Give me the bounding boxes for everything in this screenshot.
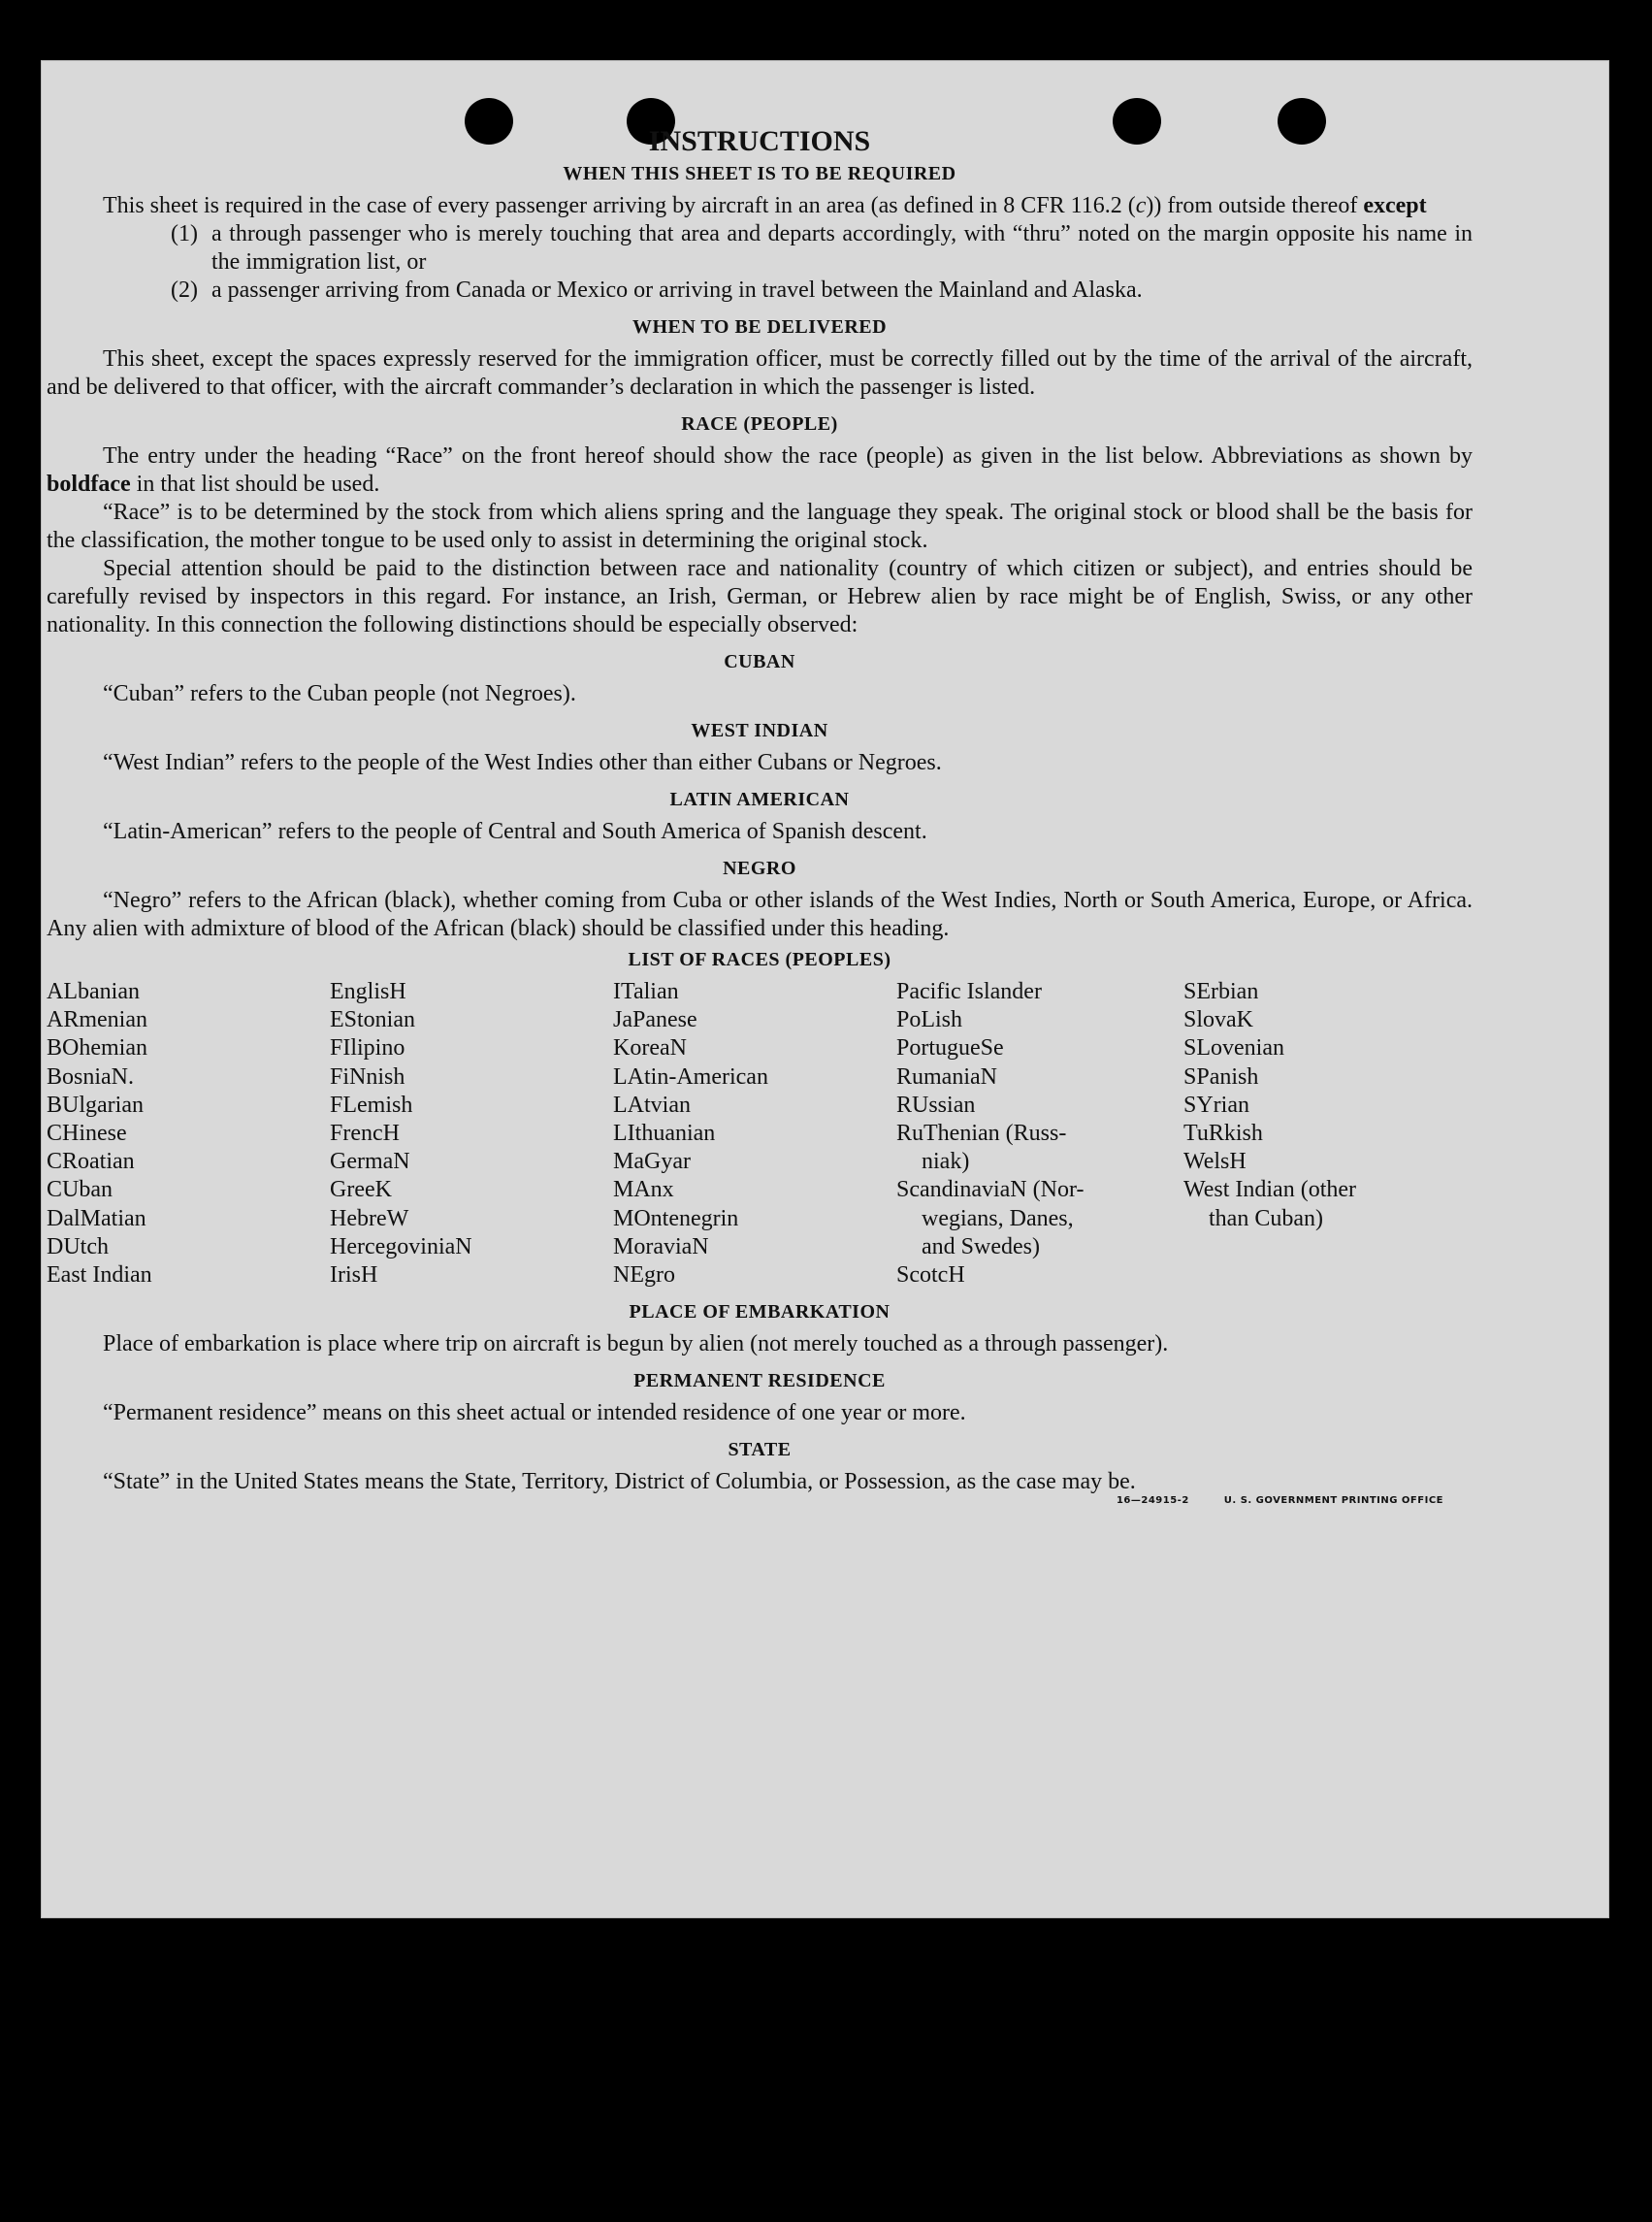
race-paragraph-1: The entry under the heading “Race” on the front hereof should show the race (people) as given in the list below. Abbreviations as shown by boldface in that list should be used. (47, 443, 1473, 497)
heading-west-indian: WEST INDIAN (691, 720, 828, 741)
delivered-text: This sheet, except the spaces expressly reserved for the immigration officer, must be correctly filled out by the time of the arrival of the aircraft, and be delivered to that officer, with the aircraft commander’s declaration in which the passenger is listed. (47, 346, 1473, 400)
race-entry: East Indian (47, 1262, 152, 1289)
race-entry: RUssian (896, 1092, 976, 1118)
heading-permanent-residence: PERMANENT RESIDENCE (633, 1370, 886, 1392)
race-entry: ALbanian (47, 979, 140, 1004)
race-entry: RumaniaN (896, 1063, 997, 1090)
race-entry: MOntenegrin (613, 1205, 739, 1231)
race-entry-continued: niak) (922, 1149, 970, 1175)
race-entry: BOhemian (47, 1035, 147, 1062)
page-title: INSTRUCTIONS (648, 125, 871, 157)
race-entry: MaGyar (613, 1149, 691, 1175)
heading-when-delivered: WHEN TO BE DELIVERED (632, 316, 888, 338)
race-entry: GreeK (330, 1177, 392, 1203)
race-entry: EStonian (330, 1007, 415, 1033)
race-entry: Pacific Islander (896, 979, 1042, 1004)
west-indian-text: “West Indian” refers to the people of the West Indies other than either Cubans or Negroes. (103, 750, 942, 775)
latin-american-text: “Latin-American” refers to the people of Central and South America of Spanish descent. (103, 819, 927, 844)
races-column-3 (613, 978, 896, 1290)
race-entry: HebreW (330, 1205, 409, 1231)
race-entry: FIlipino (330, 1035, 405, 1062)
race-entry: PoLish (896, 1007, 963, 1033)
heading-race: RACE (PEOPLE) (681, 413, 838, 435)
race-entry: CUban (47, 1177, 113, 1203)
race-entry: JaPanese (613, 1007, 697, 1033)
races-list (47, 978, 1473, 1290)
race-entry: PortugueSe (896, 1035, 1004, 1062)
race-entry: LIthuanian (613, 1121, 716, 1147)
form-code: 16—24915-2 (1116, 1495, 1189, 1507)
race-paragraph-2: “Race” is to be determined by the stock from which aliens spring and the language they speak. The original stock or blood shall be the basis for the classification, the mother tongue to be used only to assist in determining the original stock. (47, 500, 1473, 553)
race-entry: RuThenian (Russ- (896, 1121, 1067, 1147)
race-entry: BUlgarian (47, 1092, 144, 1118)
race-entry: NEgro (613, 1262, 675, 1289)
race-entry: ScotcH (896, 1262, 965, 1289)
residence-text: “Permanent residence” means on this sheet actual or intended residence of one year or more. (103, 1400, 966, 1426)
race-entry-continued: than Cuban) (1209, 1205, 1323, 1231)
race-entry: ITalian (613, 979, 679, 1004)
printer-name: U. S. GOVERNMENT PRINTING OFFICE (1223, 1495, 1443, 1507)
race-entry: MAnx (613, 1177, 674, 1203)
race-entry: CHinese (47, 1121, 127, 1147)
heading-state: STATE (728, 1439, 792, 1461)
heading-embarkation: PLACE OF EMBARKATION (629, 1301, 891, 1323)
race-entry: HercegoviniaN (330, 1233, 472, 1259)
races-column-4 (896, 978, 1183, 1290)
race-entry: LAtvian (613, 1092, 691, 1118)
cuban-text: “Cuban” refers to the Cuban people (not Negroes). (103, 681, 576, 706)
race-entry-continued: and Swedes) (922, 1233, 1040, 1259)
heading-negro: NEGRO (723, 858, 796, 879)
race-entry: TuRkish (1183, 1121, 1263, 1147)
races-column-1 (47, 978, 330, 1290)
heading-list-of-races: LIST OF RACES (PEOPLES) (628, 949, 891, 970)
race-entry: SYrian (1183, 1092, 1249, 1118)
races-column-5 (1183, 978, 1436, 1290)
race-entry: ScandinaviaN (Nor- (896, 1177, 1085, 1203)
race-entry: FrencH (330, 1121, 400, 1147)
race-entry: West Indian (other (1183, 1177, 1357, 1203)
heading-when-required: WHEN THIS SHEET IS TO BE REQUIRED (563, 163, 956, 184)
race-entry: FLemish (330, 1092, 413, 1118)
required-item-1: (1) a through passenger who is merely touching that area and departs accordingly, with “thru” noted on the margin opposite his name in the immigration list, or (171, 221, 1473, 275)
race-entry: FiNnish (330, 1063, 405, 1090)
race-entry: MoraviaN (613, 1233, 709, 1259)
race-entry: BosniaN. (47, 1063, 134, 1090)
race-entry: SlovaK (1183, 1007, 1253, 1033)
heading-cuban: CUBAN (724, 651, 795, 672)
race-entry: SErbian (1183, 979, 1259, 1004)
race-entry: LAtin-American (613, 1063, 768, 1090)
race-entry: GermaN (330, 1149, 410, 1175)
race-paragraph-3: Special attention should be paid to the distinction between race and nationality (country of which citizen or subject), and entries should be carefully revised by inspectors in this regard. For instance, an Irish, German, or Hebrew alien by race might be of English, Swiss, or any other nationality. In this connection the following distinctions should be especially observed: (47, 556, 1473, 637)
state-text: “State” in the United States means the State, Territory, District of Columbia, or Possession, as the case may be. (103, 1469, 1136, 1495)
race-entry: SPanish (1183, 1063, 1259, 1090)
race-entry: ARmenian (47, 1007, 147, 1033)
heading-latin-american: LATIN AMERICAN (669, 789, 850, 810)
race-entry: DalMatian (47, 1205, 146, 1231)
instructions-content (47, 124, 1473, 1515)
race-entry: CRoatian (47, 1149, 135, 1175)
negro-text: “Negro” refers to the African (black), whether coming from Cuba or other islands of the West Indies, North or South America, Europe, or Africa. Any alien with admixture of blood of the African (black) should be classified under this heading. (47, 888, 1473, 941)
race-entry: SLovenian (1183, 1035, 1284, 1062)
race-entry: KoreaN (613, 1035, 687, 1062)
races-column-2 (330, 978, 613, 1290)
race-entry: WelsH (1183, 1149, 1247, 1175)
required-intro: This sheet is required in the case of every passenger arriving by aircraft in an area (as defined in 8 CFR 116.2 (c)) from outside thereof except (103, 193, 1427, 218)
race-entry: DUtch (47, 1233, 109, 1259)
race-entry: EnglisH (330, 979, 406, 1004)
embarkation-text: Place of embarkation is place where trip on aircraft is begun by alien (not merely touched as a through passenger). (103, 1331, 1169, 1357)
required-item-2: (2) a passenger arriving from Canada or Mexico or arriving in travel between the Mainland and Alaska. (171, 278, 1143, 303)
race-entry: IrisH (330, 1262, 378, 1289)
race-entry-continued: wegians, Danes, (922, 1205, 1074, 1231)
